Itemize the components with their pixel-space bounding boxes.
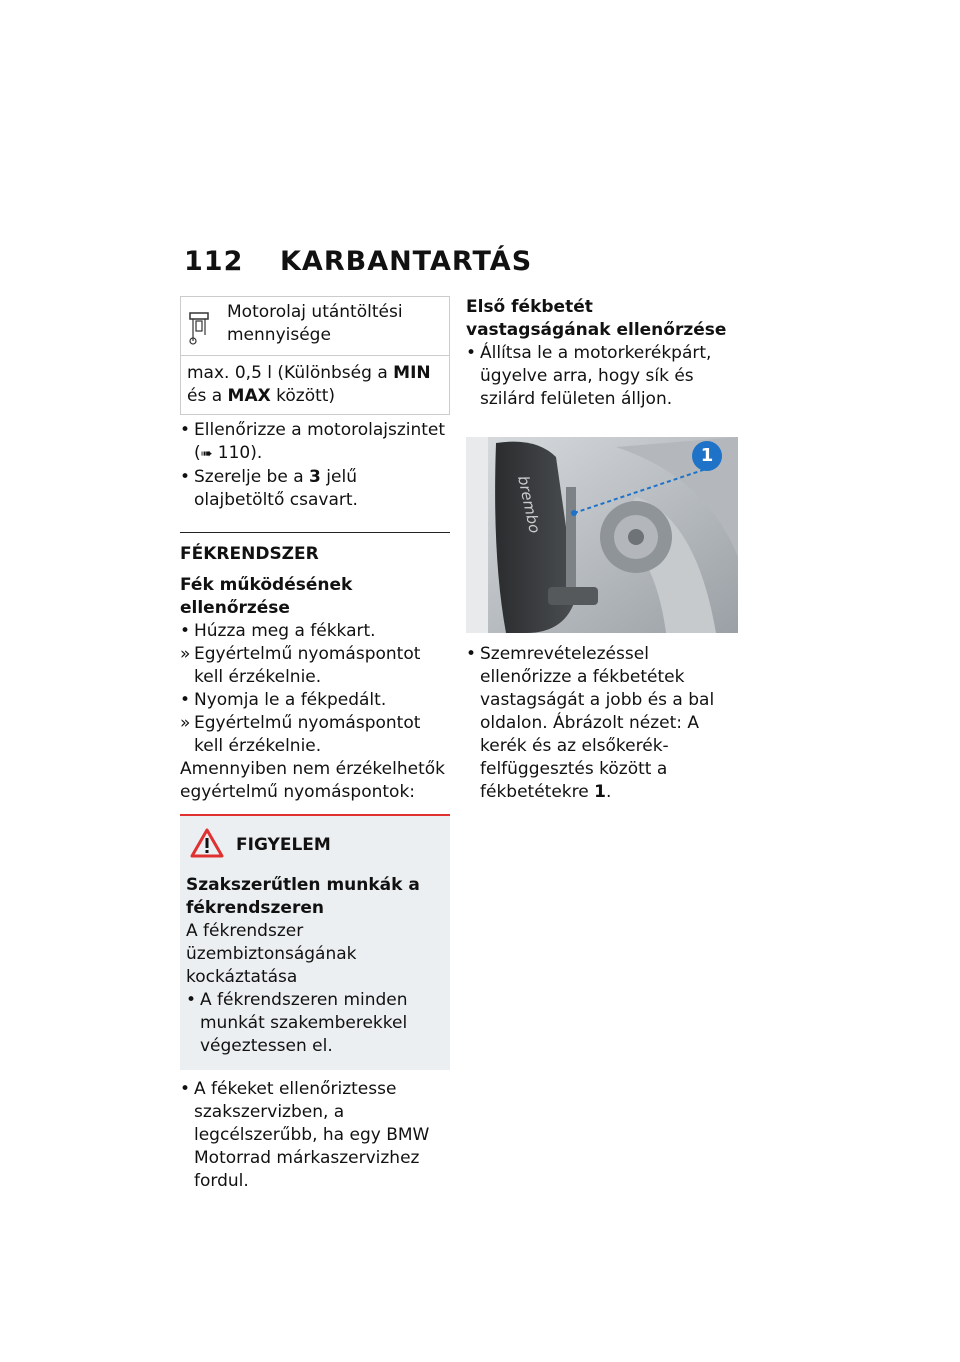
subsection-title: Fék működésének ellenőrzése bbox=[180, 575, 353, 618]
list-item: • Nyomja le a fékpedált. bbox=[180, 690, 387, 710]
arrow-ref-icon: ➠ bbox=[200, 446, 213, 462]
list-item: » Egyértelmű nyomáspontot kell érzékelnie. bbox=[180, 713, 421, 756]
brake-note: Amennyiben nem érzékelhetők egyértelmű nyomáspontok: bbox=[180, 759, 446, 802]
max-label: MAX bbox=[227, 386, 271, 406]
oil-quantity-box bbox=[180, 296, 450, 415]
section-title: FÉKRENDSZER bbox=[180, 544, 319, 564]
list-item: • Húzza meg a fékkart. bbox=[180, 621, 376, 641]
list-item: • A fékrendszeren minden munkát szakemberekkel végeztessen el. bbox=[186, 990, 408, 1056]
list-item: • Állítsa le a motorkerékpárt, ügyelve arra, hogy sík és szilárd felületen álljon. bbox=[466, 343, 712, 409]
item-number: 3 bbox=[309, 467, 321, 487]
oil-can-icon bbox=[187, 301, 227, 349]
warning-risk: A fékrendszer üzembiztonságának kockáztatása bbox=[186, 921, 357, 987]
warning-box bbox=[180, 814, 450, 1070]
step-text: Állítsa le a motorkerékpárt, ügyelve arra, hogy sík és szilárd felületen álljon. bbox=[480, 343, 712, 409]
step-text: jelű olajbetöltő csavart. bbox=[194, 467, 358, 510]
list-item: • A fékeket ellenőriztesse szakszervizben, a legcélszerűbb, ha egy BMW Motorrad márkaszervizhez fordul. bbox=[180, 1079, 430, 1191]
chapter-title: KARBANTARTÁS bbox=[280, 246, 533, 277]
oil-box-header bbox=[181, 297, 449, 356]
left-column bbox=[180, 296, 450, 1193]
step-text: Ellenőrizze a motorolajszintet ( bbox=[194, 420, 446, 463]
list-item: • Szerelje be a 3 jelű olajbetöltő csavart. bbox=[180, 467, 358, 510]
step-text: Egyértelmű nyomáspontot kell érzékelnie. bbox=[194, 644, 421, 687]
page-reference: 110). bbox=[212, 443, 263, 463]
list-item: • Szemrevételezéssel ellenőrizze a fékbetétek vastagságát a jobb és a bal oldalon. Ábrázolt nézet: A kerék és az elsőkerék-felfüggesztés között a fékbetétekre 1. bbox=[466, 644, 715, 802]
step-text: Egyértelmű nyomáspontot kell érzékelnie. bbox=[194, 713, 421, 756]
subsection-title: Első fékbetét vastagságának ellenőrzése bbox=[466, 297, 727, 340]
step-text: Nyomja le a fékpedált. bbox=[194, 690, 387, 710]
oil-body-text: között) bbox=[270, 386, 336, 406]
warning-title bbox=[190, 828, 442, 862]
warning-heading: Szakszerűtlen munkák a fékrendszeren bbox=[186, 875, 420, 918]
brake-brand-label: brembo bbox=[514, 474, 544, 535]
step-text: Húzza meg a fékkart. bbox=[194, 621, 376, 641]
warning-action: A fékrendszeren minden munkát szakemberekkel végeztessen el. bbox=[200, 990, 408, 1056]
list-item: » Egyértelmű nyomáspontot kell érzékelnie. bbox=[180, 644, 421, 687]
right-column bbox=[466, 296, 738, 804]
warning-label: FIGYELEM bbox=[236, 835, 331, 855]
warning-triangle-icon bbox=[190, 828, 224, 862]
step-text: A fékeket ellenőriztesse szakszervizben, a legcélszerűbb, ha egy BMW Motorrad márkaszervizhez fordul. bbox=[194, 1079, 430, 1191]
page-header bbox=[184, 246, 532, 277]
page-number: 112 bbox=[184, 246, 244, 277]
min-label: MIN bbox=[393, 363, 431, 383]
step-text: . bbox=[605, 782, 612, 802]
oil-steps bbox=[180, 419, 450, 512]
callout-badge: 1 bbox=[692, 441, 722, 471]
oil-body-text: és a bbox=[187, 386, 228, 406]
item-number: 1 bbox=[594, 782, 606, 802]
oil-box-title: Motorolaj utántöltési mennyisége bbox=[227, 302, 403, 345]
step-text: Szemrevételezéssel ellenőrizze a fékbetétek vastagságát a jobb és a bal oldalon. Ábrázolt nézet: A kerék és az elsőkerék-felfüggesztés között a fékbetétekre bbox=[480, 644, 715, 802]
brake-steps bbox=[180, 620, 450, 758]
oil-box-body bbox=[181, 356, 449, 414]
section-divider bbox=[180, 532, 450, 533]
step-text: Szerelje be a bbox=[194, 467, 310, 487]
list-item: • Ellenőrizze a motorolajszintet (➠ 110). bbox=[180, 420, 446, 463]
oil-body-text: max. 0,5 l (Különbség a bbox=[187, 363, 394, 383]
